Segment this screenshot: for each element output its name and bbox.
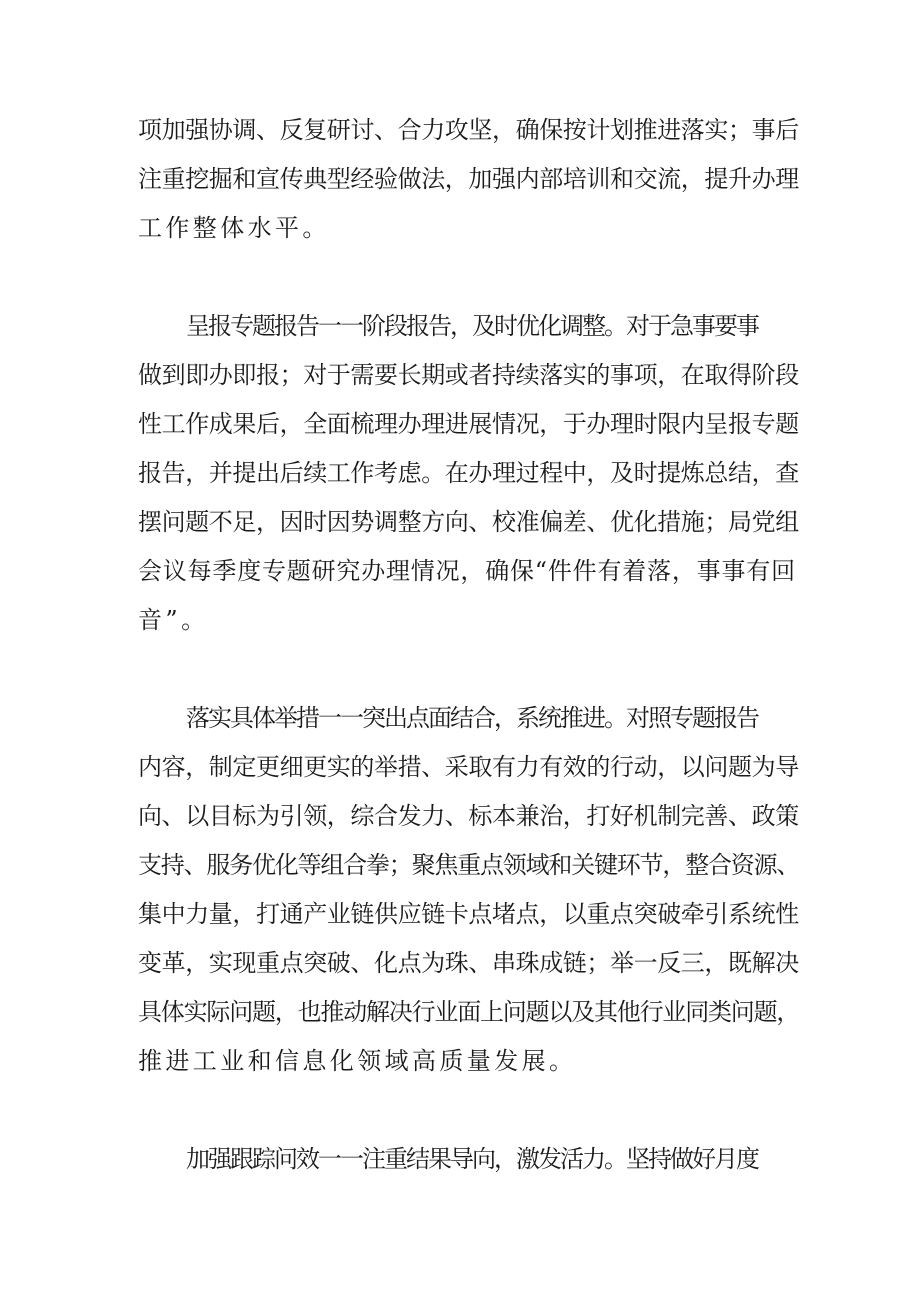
paragraph-1-line-2: 注重挖掘和宣传典型经验做法，加强内部培训和交流，提升办理 [138,165,799,193]
paragraph-1-line-1: 项加强协调、反复研讨、合力攻坚，确保按计划推进落实；事后 [138,116,799,144]
paragraph-4-line-1: 加强跟踪问效一一注重结果导向，激发活力。坚持做好月度 [186,1145,758,1173]
paragraph-2-line-3: 性工作成果后，全面梳理办理进展情况，于办理时限内呈报专题 [138,410,799,438]
paragraph-2-line-6: 会议每季度专题研究办理情况，确保“件件有着落，事事有回 [138,557,796,585]
paragraph-3-line-3: 向、以目标为引领，综合发力、标本兼治，打好机制完善、政策 [138,802,799,830]
paragraph-2-line-2: 做到即办即报；对于需要长期或者持续落实的事项，在取得阶段 [138,361,799,389]
paragraph-2-line-7: 音”。 [138,606,209,634]
paragraph-3-line-4: 支持、服务优化等组合拳；聚焦重点领域和关键环节，整合资源、 [138,851,800,879]
paragraph-1-line-3: 工作整体水平。 [138,214,330,242]
paragraph-2-line-5: 摆问题不足，因时因势调整方向、校准偏差、优化措施；局党组 [138,508,799,536]
paragraph-3-line-5: 集中力量，打通产业链供应链卡点堵点，以重点突破牵引系统性 [138,900,799,928]
paragraph-3-line-7: 具体实际问题，也推动解决行业面上问题以及其他行业同类问题， [138,998,800,1026]
paragraph-3-line-2: 内容，制定更细更实的举措、采取有力有效的行动，以问题为导 [138,753,799,781]
paragraph-2-line-4: 报告，并提出后续工作考虑。在办理过程中，及时提炼总结，查 [138,459,799,487]
paragraph-3-line-1: 落实具体举措一一突出点面结合，系统推进。对照专题报告 [186,704,758,732]
paragraph-2-line-1: 呈报专题报告一一阶段报告，及时优化调整。对于急事要事 [186,312,758,340]
paragraph-3-line-8: 推进工业和信息化领域高质量发展。 [138,1047,577,1075]
paragraph-3-line-6: 变革，实现重点突破、化点为珠、串珠成链；举一反三，既解决 [138,949,799,977]
